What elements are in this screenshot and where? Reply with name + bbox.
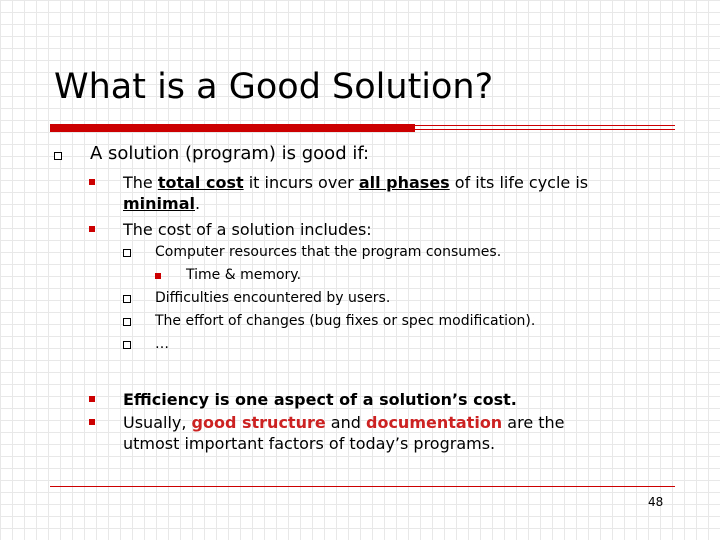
point-total-cost: [123, 172, 588, 214]
footer-divider: [50, 486, 675, 487]
hollow-square-bullet-icon: [54, 152, 62, 160]
point-total-cost-post: of its life cycle is: [449, 173, 589, 192]
point-total-cost-end: .: [194, 194, 201, 213]
title-underline-line: [50, 125, 675, 126]
hollow-square-bullet-icon: [123, 249, 131, 257]
good-structure-emphasis: good structure: [191, 413, 326, 432]
point-structure-post: are the: [502, 413, 565, 432]
point-cost-includes: The cost of a solution includes:: [123, 220, 372, 239]
hollow-square-bullet-icon: [123, 295, 131, 303]
title-underline-line-lower: [415, 129, 675, 130]
point-structure-documentation: [123, 412, 565, 454]
hollow-square-bullet-icon: [123, 318, 131, 326]
all-phases-emphasis: all phases: [358, 173, 450, 192]
documentation-emphasis: documentation: [366, 413, 503, 432]
point-total-cost-mid: it incurs over: [243, 173, 359, 192]
cost-subitem-time-memory: Time & memory.: [186, 267, 302, 283]
red-square-bullet-icon: [155, 273, 161, 279]
point-total-cost-pre: The: [123, 173, 158, 192]
cost-item-ellipsis: …: [155, 336, 169, 352]
cost-item-resources: Computer resources that the program consumes.: [155, 244, 502, 260]
cost-item-effort: The effort of changes (bug fixes or spec modification).: [155, 313, 536, 329]
point-structure-pre: Usually,: [123, 413, 192, 432]
intro-text: A solution (program) is good if:: [90, 143, 370, 164]
red-square-bullet-icon: [89, 396, 95, 402]
red-square-bullet-icon: [89, 419, 95, 425]
total-cost-emphasis: total cost: [157, 173, 244, 192]
hollow-square-bullet-icon: [123, 341, 131, 349]
point-efficiency: Efficiency is one aspect of a solution’s cost.: [123, 390, 517, 409]
point-structure-line2: utmost important factors of today’s programs.: [123, 434, 496, 453]
red-square-bullet-icon: [89, 179, 95, 185]
red-square-bullet-icon: [89, 226, 95, 232]
minimal-emphasis: minimal: [123, 194, 195, 213]
cost-item-difficulties: Difficulties encountered by users.: [155, 290, 391, 306]
page-number: 48: [648, 495, 664, 509]
point-structure-mid: and: [325, 413, 366, 432]
slide-title: What is a Good Solution?: [54, 67, 494, 107]
